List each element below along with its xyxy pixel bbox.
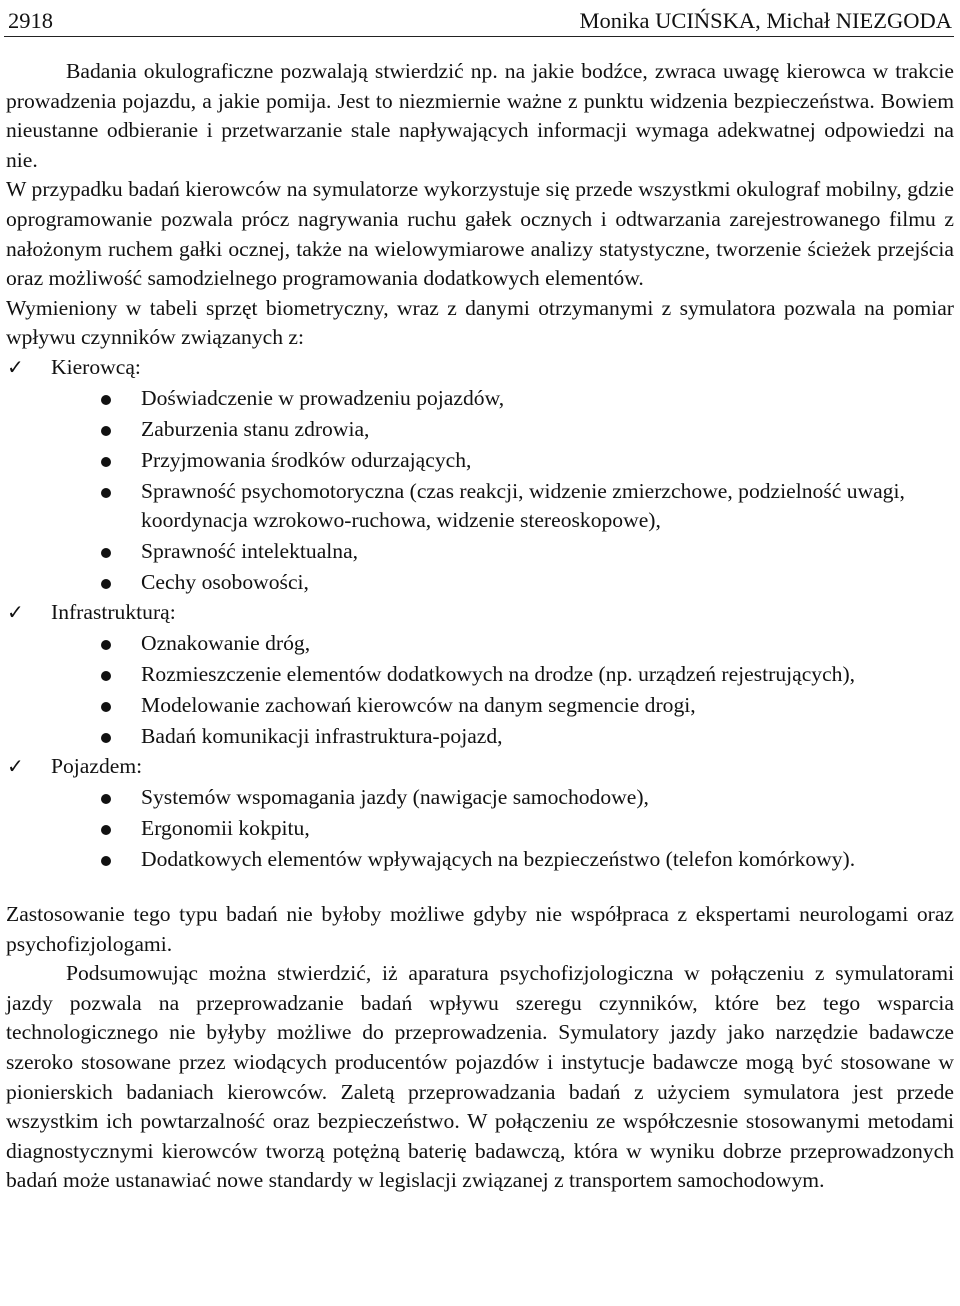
list-item: Cechy osobowości, [51,568,954,598]
factor-group-label: Pojazdem: [51,753,143,778]
driver-factor-items [51,384,954,598]
factor-group-label: Infrastrukturą: [51,600,176,625]
list-item: Systemów wspomagania jazdy (nawigacje samochodowe), [51,783,954,813]
list-item: Modelowanie zachowań kierowców na danym segmencie drogi, [51,691,954,721]
bullet-icon [101,426,111,436]
bullet-icon [101,395,111,405]
paragraph-biometric: Wymieniony w tabeli sprzęt biometryczny, wraz z danymi otrzymanymi z symulatora pozwala na pomiar wpływu czynników związanych z: [6,295,954,350]
running-header [4,2,954,37]
factor-group-driver [6,353,954,598]
bullet-icon [101,825,111,835]
list-item: Rozmieszczenie elementów dodatkowych na drodze (np. urządzeń rejestrujących), [51,660,954,690]
check-icon: ✓ [7,753,24,778]
bullet-icon [101,671,111,681]
bullet-icon [101,794,111,804]
factor-list [6,353,954,874]
paragraph-eye-tracking: Badania okulograficzne pozwalają stwierdzić np. na jakie bodźce, zwraca uwagę kierowca w trakcie prowadzenia pojazdu, a jakie pomija. Jest to niezmiernie ważne z punktu widzenia bezpieczeństwa. Bowiem nieustanne odbieranie i przetwarzanie stale napływających informacji wymaga adekwatnej odpowiedzi na nie. [6,59,954,172]
list-item: Oznakowanie dróg, [51,629,954,659]
running-header-authors: Monika UCIŃSKA, Michał NIEZGODA [579,8,952,33]
list-item: Przyjmowania środków odurzających, [51,446,954,476]
body-text [6,57,954,1196]
bullet-icon [101,579,111,589]
bullet-icon [101,702,111,712]
bullet-icon [101,548,111,558]
list-item: Doświadczenie w prowadzeniu pojazdów, [51,384,954,414]
factor-group-infrastructure [6,598,954,752]
infrastructure-factor-items [51,629,954,752]
factor-group-vehicle [6,752,954,875]
page-number: 2918 [8,8,53,33]
bullet-icon [101,856,111,866]
paragraph-experts: Zastosowanie tego typu badań nie byłoby możliwe gdyby nie współpraca z ekspertami neurologami oraz psychofizjologami. [6,902,954,956]
list-item: Sprawność psychomotoryczna (czas reakcji, widzenie zmierzchowe, podzielność uwagi, koordynacja wzrokowo-ruchowa, widzenie stereoskopowe), [51,477,954,536]
list-item: Ergonomii kokpitu, [51,814,954,844]
list-item: Dodatkowych elementów wpływających na bezpieczeństwo (telefon komórkowy). [51,845,954,875]
paragraph-simulator: W przypadku badań kierowców na symulatorze wykorzystuje się przede wszystkmi okulograf mobilny, gdzie oprogramowanie pozwala prócz nagrywania ruchu gałek ocznych i odtwarzania zarejestrowanego filmu z nałożonym ruchem gałki ocznej, także na wielowymiarowe analizy statystyczne, tworzenie ścieżek przejścia oraz możliwość samodzielnego programowania dodatkowych elementów. [6,177,954,291]
check-icon: ✓ [7,600,24,625]
list-item: Badań komunikacji infrastruktura-pojazd, [51,722,954,752]
bullet-icon [101,457,111,467]
bullet-icon [101,733,111,743]
vehicle-factor-items [51,783,954,875]
factor-group-label: Kierowcą: [51,354,141,379]
bullet-icon [101,640,111,650]
list-item: Zaburzenia stanu zdrowia, [51,415,954,445]
paragraph-summary: Podsumowując można stwierdzić, iż aparatura psychofizjologiczna w połączeniu z symulatorami jazdy pozwala na przeprowadzanie badań wpływu szeregu czynników, które bez tego wsparcia technologicznego nie byłyby możliwe do przeprowadzenia. Symulatory jazdy jako narzędzie badawcze szeroko stosowane przez wiodących producentów pojazdów i instytucje badawcze mogą być stosowane w pionierskich badaniach kierowców. Zaletą przeprowadzania badań z użyciem symulatora jest przede wszystkim ich powtarzalność oraz bezpieczeństwo. W połączeniu ze współczesnie stosowanymi metodami diagnostycznymi kierowców tworzą potężną baterię badawczą, która w wyniku dobrze przeprowadzonych badań może ustanawiać nowe standardy w legislacji związanej z transportem samochodowym. [6,961,954,1193]
list-item: Sprawność intelektualna, [51,537,954,567]
bullet-icon [101,488,111,498]
check-icon: ✓ [7,354,24,379]
